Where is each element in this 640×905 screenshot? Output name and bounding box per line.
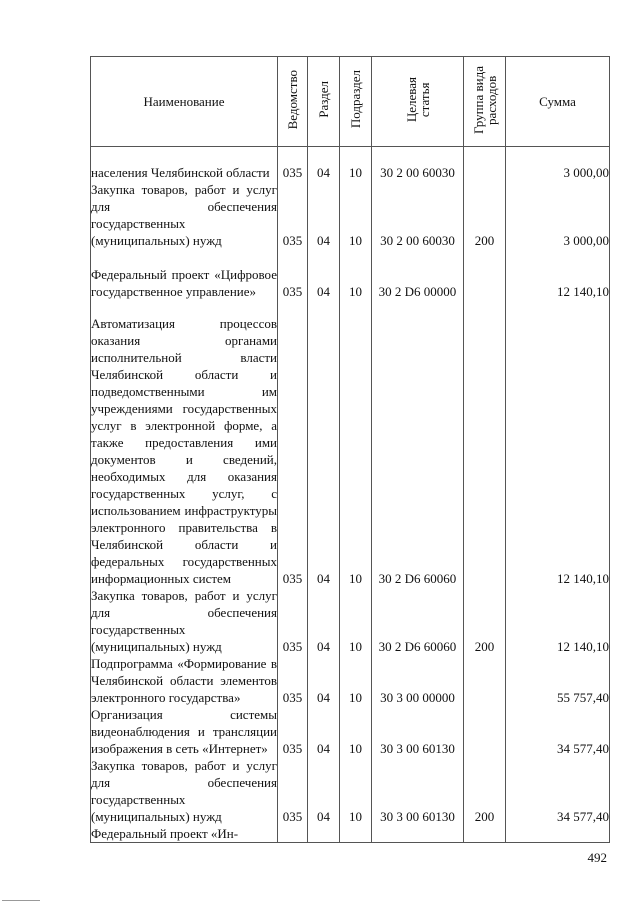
row-target: 30 2 D6 00000 [372, 249, 464, 300]
row-department: 035 [278, 587, 308, 655]
row-name: Закупка товаров, работ и услуг для обеспечения государственных (муниципальных) нужд [91, 181, 277, 248]
row-sum: 12 140,10 [506, 300, 610, 587]
row-target [372, 825, 464, 843]
row-subsection: 10 [340, 147, 372, 181]
table-row [91, 825, 610, 843]
table-row [91, 587, 610, 655]
row-group [464, 147, 506, 181]
row-section [308, 825, 340, 843]
row-name: Закупка товаров, работ и услуг для обеспечения государственных (муниципальных) нужд [91, 587, 277, 654]
row-department: 035 [278, 757, 308, 825]
table-row [91, 655, 610, 706]
row-group [464, 825, 506, 843]
row-department: 035 [278, 181, 308, 249]
header-target-line2: статья [416, 82, 432, 117]
row-target: 30 3 00 60130 [372, 706, 464, 757]
row-name: Закупка товаров, работ и услуг для обеспечения государственных (муниципальных) нужд [91, 757, 277, 824]
header-expense-group [464, 57, 506, 147]
row-group [464, 300, 506, 587]
row-sum: 34 577,40 [506, 706, 610, 757]
row-target: 30 2 D6 60060 [372, 300, 464, 587]
row-sum: 3 000,00 [506, 181, 610, 249]
row-section: 04 [308, 655, 340, 706]
row-sum: 34 577,40 [506, 757, 610, 825]
row-subsection: 10 [340, 300, 372, 587]
table-row [91, 181, 610, 249]
row-section: 04 [308, 300, 340, 587]
row-department: 035 [278, 300, 308, 587]
row-name: Подпрограмма «Формирование в Челябинской области элементов электронного государства» [91, 655, 277, 705]
header-name: Наименование [91, 57, 278, 147]
row-department [278, 825, 308, 843]
row-department: 035 [278, 147, 308, 181]
row-name: Федеральный проект «Цифровое государственное управление» [91, 249, 278, 300]
table-header-row [91, 57, 610, 147]
table-row [91, 300, 610, 587]
table-row [91, 249, 610, 300]
header-sum: Сумма [506, 57, 610, 147]
row-subsection [340, 825, 372, 843]
header-subsection: Подраздел [340, 57, 372, 147]
row-section: 04 [308, 757, 340, 825]
row-department: 035 [278, 655, 308, 706]
row-group [464, 655, 506, 706]
row-section: 04 [308, 249, 340, 300]
header-group-line2: расходов [483, 74, 499, 125]
row-group [464, 249, 506, 300]
header-target-article [372, 57, 464, 147]
row-name: населения Челябинской области [91, 147, 278, 181]
table-row [91, 757, 610, 825]
row-group: 200 [464, 757, 506, 825]
row-sum: 12 140,10 [506, 587, 610, 655]
row-target: 30 3 00 00000 [372, 655, 464, 706]
header-department: Ведомство [278, 57, 308, 147]
row-section: 04 [308, 706, 340, 757]
header-section: Раздел [308, 57, 340, 147]
row-section: 04 [308, 587, 340, 655]
row-sum: 3 000,00 [506, 147, 610, 181]
header-target-line1: Целевая [403, 76, 419, 123]
row-name: Федеральный проект «Ин- [91, 825, 278, 843]
row-section: 04 [308, 147, 340, 181]
row-subsection: 10 [340, 706, 372, 757]
table-row [91, 147, 610, 181]
row-subsection: 10 [340, 757, 372, 825]
header-group-line1: Группа вида [470, 65, 486, 134]
page-number: 492 [587, 850, 607, 865]
row-target: 30 3 00 60130 [372, 757, 464, 825]
row-target: 30 2 00 60030 [372, 181, 464, 249]
row-name: Организация системы видеонаблюдения и трансляции изображения в сеть «Интернет» [91, 706, 277, 756]
row-sum [506, 825, 610, 843]
row-department: 035 [278, 706, 308, 757]
row-sum: 12 140,10 [506, 249, 610, 300]
row-name: Автоматизация процессов оказания органами исполнительной власти Челябинской области и подведомственными им учреждениями государственных услуг в электронной форме, а также предоставления ими документов и сведений, необходимых для оказания государственных услуг, с использованием инфраструктуры электронного правительства в Челябинской области и федеральных государственных информационных систем [91, 300, 278, 587]
footer-divider [2, 900, 40, 901]
row-target: 30 2 00 60030 [372, 147, 464, 181]
row-subsection: 10 [340, 249, 372, 300]
table-row [91, 706, 610, 757]
row-target: 30 2 D6 60060 [372, 587, 464, 655]
row-department: 035 [278, 249, 308, 300]
row-subsection: 10 [340, 655, 372, 706]
row-section: 04 [308, 181, 340, 249]
row-subsection: 10 [340, 181, 372, 249]
budget-table [90, 56, 610, 843]
row-group [464, 706, 506, 757]
row-group: 200 [464, 587, 506, 655]
row-subsection: 10 [340, 587, 372, 655]
row-sum: 55 757,40 [506, 655, 610, 706]
row-group: 200 [464, 181, 506, 249]
